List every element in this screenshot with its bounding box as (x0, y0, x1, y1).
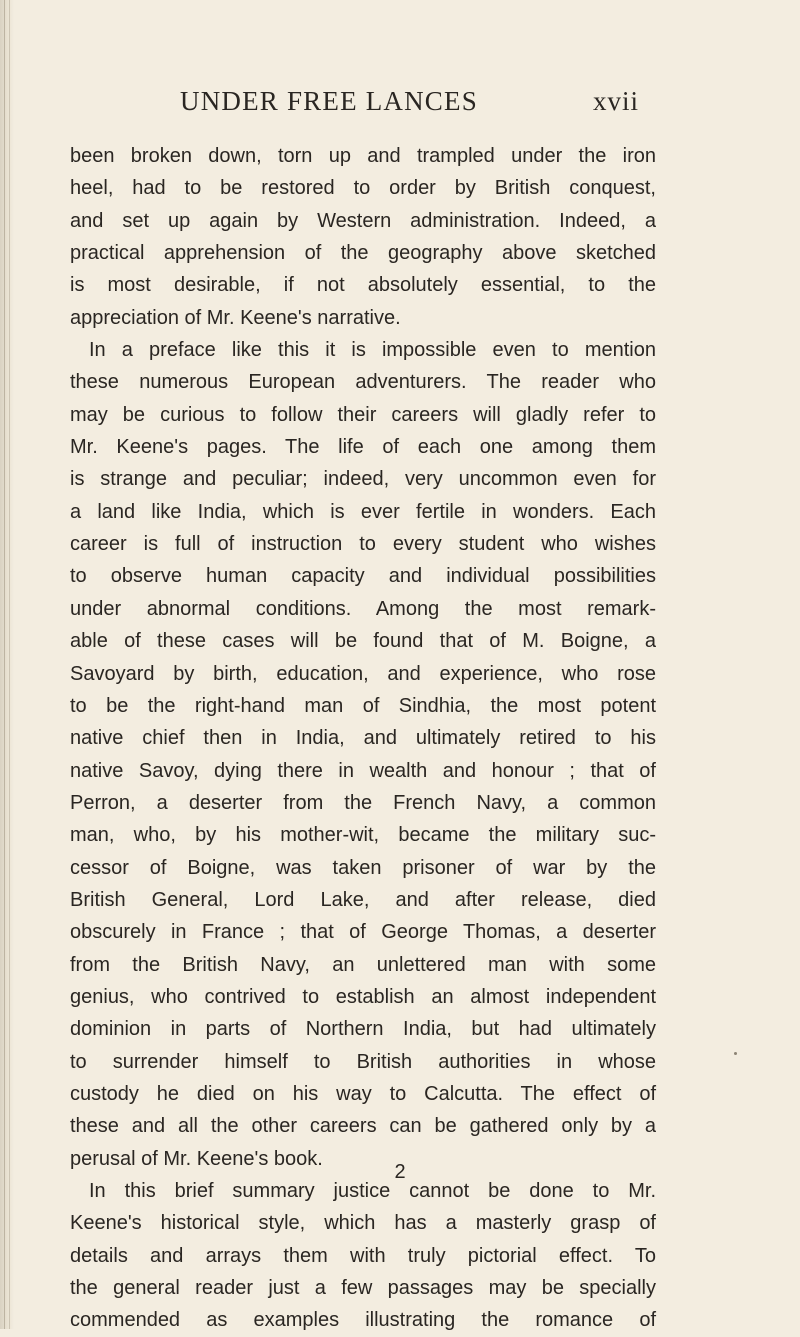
text-line: these and all the other careers can be gathered only by a (70, 1115, 656, 1138)
text-line: career is full of instruction to every student who wishes (70, 533, 656, 556)
text-line: is most desirable, if not absolutely essential, to the (70, 274, 656, 297)
text-line: Savoyard by birth, education, and experience, who rose (70, 662, 656, 685)
text-line: these numerous European adventurers. The reader who (70, 371, 656, 394)
text-line: dominion in parts of Northern India, but had ultimately (70, 1018, 656, 1041)
paper-speck (734, 1052, 737, 1055)
text-line: man, who, by his mother-wit, became the military suc- (70, 824, 656, 847)
text-line: practical apprehension of the geography above sketched (70, 242, 656, 265)
binding-line (4, 0, 5, 1329)
text-line: able of these cases will be found that of M. Boigne, a (70, 630, 656, 653)
text-line: commended as examples illustrating the romance of (70, 1309, 656, 1332)
text-line: is strange and peculiar; indeed, very uncommon even for (70, 468, 656, 491)
text-line: cessor of Boigne, was taken prisoner of war by the (70, 856, 656, 879)
running-title: UNDER FREE LANCES (180, 86, 478, 116)
text-line: Mr. Keene's pages. The life of each one among them (70, 436, 656, 459)
text-line: Perron, a deserter from the French Navy, a common (70, 791, 656, 814)
text-line: to observe human capacity and individual possibilities (70, 565, 656, 588)
text-line: In a preface like this it is impossible even to mention (89, 339, 656, 362)
binding-line (9, 0, 10, 1329)
text-line: may be curious to follow their careers will gladly refer to (70, 403, 656, 426)
text-line: British General, Lord Lake, and after release, died (70, 888, 656, 911)
text-line: from the British Navy, an unlettered man with some (70, 953, 656, 976)
text-line: to be the right-hand man of Sindhia, the most potent (70, 694, 656, 717)
text-line: genius, who contrived to establish an almost independent (70, 985, 656, 1008)
text-line: obscurely in France ; that of George Thomas, a deserter (70, 921, 656, 944)
text-line: heel, had to be restored to order by British conquest, (70, 177, 656, 200)
running-head (0, 86, 800, 126)
text-line: details and arrays them with truly pictorial effect. To (70, 1244, 656, 1267)
text-line: custody he died on his way to Calcutta. The effect of (70, 1082, 656, 1105)
text-line: under abnormal conditions. Among the most remark- (70, 597, 656, 620)
text-line: native chief then in India, and ultimately retired to his (70, 727, 656, 750)
binding-edge (0, 0, 14, 1329)
text-line: to surrender himself to British authorities in whose (70, 1050, 656, 1073)
text-line: and set up again by Western administration. Indeed, a (70, 209, 656, 232)
text-line: Keene's historical style, which has a masterly grasp of (70, 1212, 656, 1235)
text-line: perusal of Mr. Keene's book. (70, 1147, 323, 1170)
text-line: appreciation of Mr. Keene's narrative. (70, 306, 401, 329)
text-line: been broken down, torn up and trampled under the iron (70, 145, 656, 167)
signature-mark: 2 (394, 1161, 406, 1183)
text-line: In this brief summary justice cannot be done to Mr. (89, 1180, 656, 1202)
page-number: xvii (593, 86, 640, 116)
text-line: the general reader just a few passages may be specially (70, 1277, 656, 1300)
text-line: native Savoy, dying there in wealth and honour ; that of (70, 759, 656, 782)
body-text (70, 140, 656, 1337)
text-line: a land like India, which is ever fertile in wonders. Each (70, 500, 656, 523)
